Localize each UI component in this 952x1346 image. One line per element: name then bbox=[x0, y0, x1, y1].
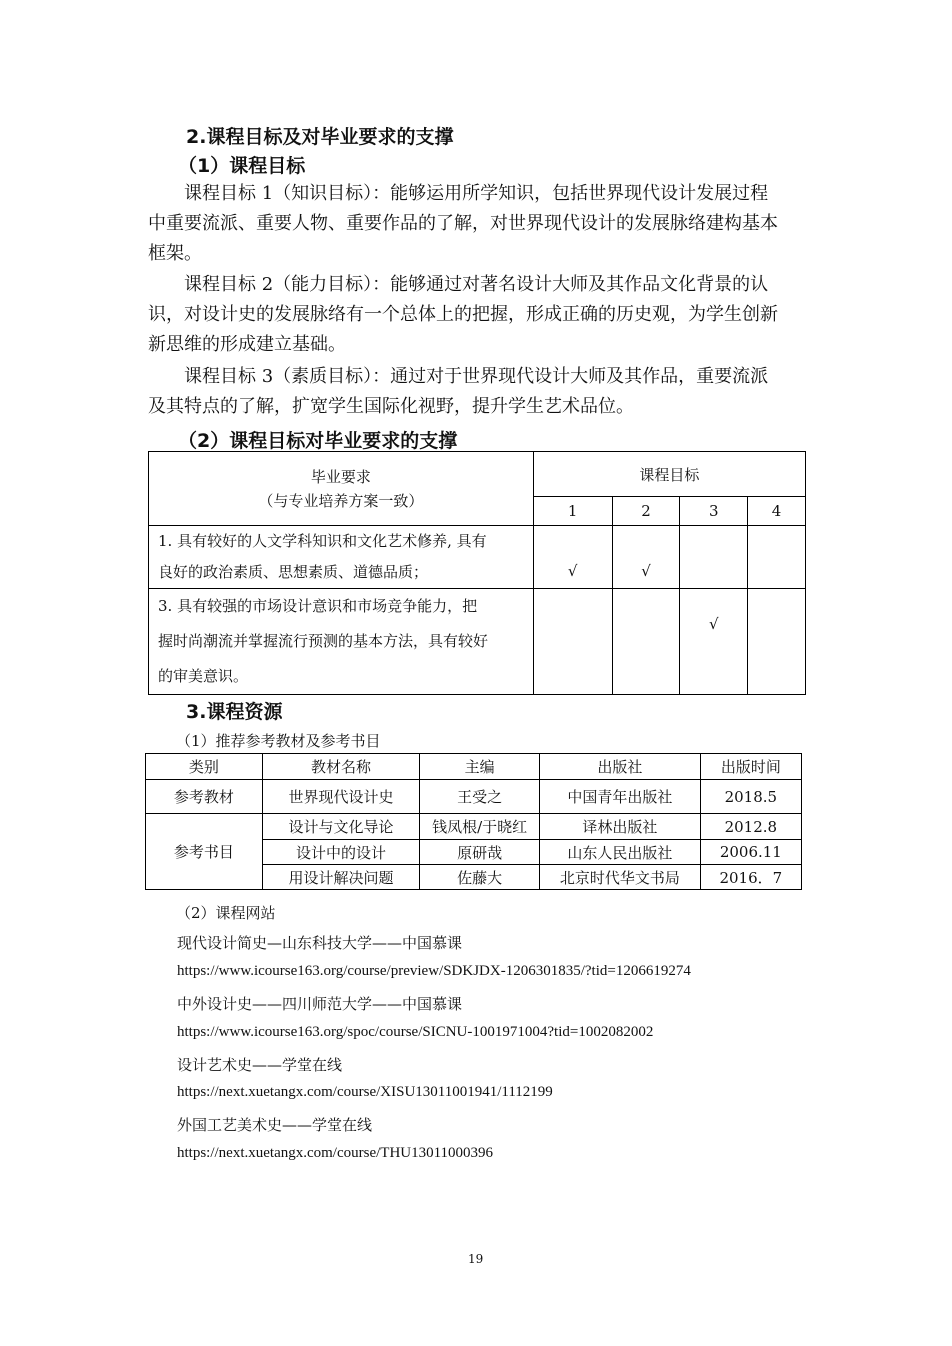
website-link[interactable]: https://next.xuetangx.com/course/THU13011000396 bbox=[177, 1145, 494, 1161]
table-header-row bbox=[146, 754, 802, 780]
book-editor: 王受之 bbox=[420, 780, 540, 814]
website-link[interactable]: https://www.icourse163.org/spoc/course/SICNU-1001971004?tid=1002082002 bbox=[177, 1024, 654, 1040]
table-row bbox=[149, 589, 806, 695]
section-heading-goals: 2.课程目标及对毕业要求的支撑 bbox=[186, 126, 454, 148]
requirement-cell: 3. 具有较强的市场设计意识和市场竞争能力，把 握时尚潮流并掌握流行预测的基本方法，具有较好 的审美意识。 bbox=[149, 589, 534, 695]
goal-number: 4 bbox=[748, 497, 806, 526]
book-editor: 原研哉 bbox=[420, 840, 540, 865]
book-name: 用设计解决问题 bbox=[262, 865, 420, 890]
check-mark bbox=[748, 589, 806, 695]
book-publisher: 北京时代华文书局 bbox=[539, 865, 700, 890]
check-mark: √ bbox=[533, 526, 612, 589]
check-mark bbox=[533, 589, 612, 695]
book-editor: 佐藤大 bbox=[420, 865, 540, 890]
requirement-cell: 1. 具有较好的人文学科知识和文化艺术修养, 具有 良好的政治素质、思想素质、道德品质； bbox=[149, 526, 534, 589]
subheading-support: （2）课程目标对毕业要求的支撑 bbox=[178, 430, 458, 452]
goal-number: 2 bbox=[612, 497, 680, 526]
column-header: 类别 bbox=[146, 754, 263, 780]
book-name: 设计中的设计 bbox=[262, 840, 420, 865]
book-publisher: 山东人民出版社 bbox=[539, 840, 700, 865]
website-link[interactable]: https://www.icourse163.org/course/preview/SDKJDX-1206301835/?tid=1206619274 bbox=[177, 963, 691, 979]
goal-paragraph-1: 课程目标 1（知识目标）：能够运用所学知识，包括世界现代设计发展过程 中重要流派、重要人物、重要作品的了解，对世界现代设计的发展脉络建构基本 框架。 bbox=[148, 183, 778, 264]
goal-paragraph-3: 课程目标 3（素质目标）：通过对于世界现代设计大师及其作品，重要流派 及其特点的了解，扩宽学生国际化视野，提升学生艺术品位。 bbox=[148, 366, 769, 417]
section-heading-resources: 3.课程资源 bbox=[186, 701, 283, 723]
support-table bbox=[148, 451, 806, 695]
category-cell: 参考教材 bbox=[146, 780, 263, 814]
website-title: 中外设计史——四川师范大学——中国慕课 bbox=[177, 995, 463, 1013]
column-header: 主编 bbox=[420, 754, 540, 780]
check-mark bbox=[748, 526, 806, 589]
column-header: 出版社 bbox=[539, 754, 700, 780]
goal-number: 3 bbox=[680, 497, 748, 526]
book-date: 2018.5 bbox=[700, 780, 801, 814]
website-link[interactable]: https://next.xuetangx.com/course/XISU13011001941/1112199 bbox=[177, 1084, 553, 1100]
req-header-cell: 毕业要求 （与专业培养方案一致） bbox=[149, 452, 534, 526]
subheading-course-goals: （1）课程目标 bbox=[178, 155, 306, 177]
books-table bbox=[145, 753, 802, 890]
book-editor: 钱凤根/于晓红 bbox=[420, 814, 540, 840]
page-number: 19 bbox=[468, 1252, 484, 1266]
column-header: 教材名称 bbox=[262, 754, 420, 780]
goal-paragraph-2: 课程目标 2（能力目标）：能够通过对著名设计大师及其作品文化背景的认 识，对设计史的发展脉络有一个总体上的把握，形成正确的历史观，为学生创新 新思维的形成建立基础。 bbox=[148, 274, 778, 355]
check-mark: √ bbox=[612, 526, 680, 589]
check-mark bbox=[612, 589, 680, 695]
book-publisher: 译林出版社 bbox=[539, 814, 700, 840]
category-cell: 参考书目 bbox=[146, 814, 263, 890]
goal-header: 课程目标 bbox=[533, 452, 805, 497]
check-mark bbox=[680, 526, 748, 589]
book-date: 2016．7 bbox=[700, 865, 801, 890]
table-row bbox=[149, 526, 806, 589]
books-caption: （1）推荐参考教材及参考书目 bbox=[176, 732, 381, 750]
websites-caption: （2）课程网站 bbox=[176, 904, 276, 922]
website-title: 现代设计简史—山东科技大学——中国慕课 bbox=[177, 934, 463, 952]
book-date: 2006.11 bbox=[700, 840, 801, 865]
book-date: 2012.8 bbox=[700, 814, 801, 840]
book-name: 设计与文化导论 bbox=[262, 814, 420, 840]
column-header: 出版时间 bbox=[700, 754, 801, 780]
website-title: 设计艺术史——学堂在线 bbox=[177, 1056, 343, 1074]
check-mark: √ bbox=[680, 589, 748, 695]
book-publisher: 中国青年出版社 bbox=[539, 780, 700, 814]
book-name: 世界现代设计史 bbox=[262, 780, 420, 814]
table-row bbox=[146, 814, 802, 840]
website-title: 外国工艺美术史——学堂在线 bbox=[177, 1116, 373, 1134]
goal-number: 1 bbox=[533, 497, 612, 526]
table-row bbox=[146, 780, 802, 814]
